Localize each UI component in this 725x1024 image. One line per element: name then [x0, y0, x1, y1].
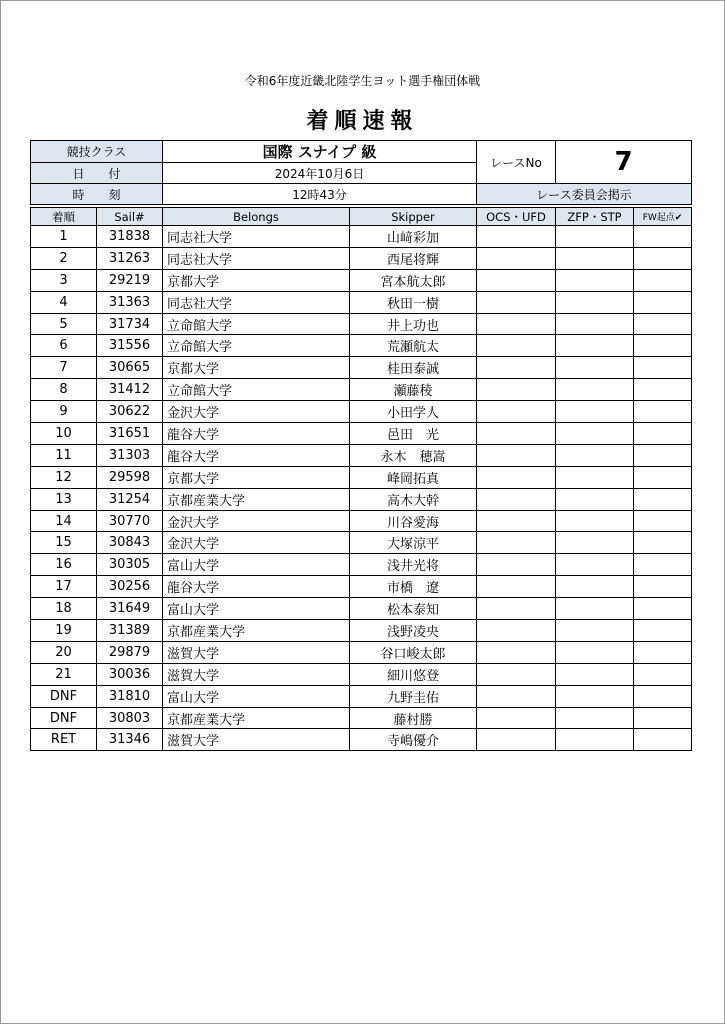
sail-number-cell: 29598: [97, 466, 163, 488]
zfp-stp-cell: [556, 423, 634, 445]
skipper-cell: 桂田泰誠: [350, 357, 477, 379]
table-row: [31, 729, 692, 751]
zfp-stp-cell: [556, 729, 634, 751]
table-row: [31, 357, 692, 379]
sail-number-cell: 31556: [97, 335, 163, 357]
ocs-ufd-cell: [477, 444, 556, 466]
skipper-cell: 高木大幹: [350, 488, 477, 510]
ocs-ufd-cell: [477, 466, 556, 488]
fw-check-cell: [634, 707, 692, 729]
belongs-cell: 龍谷大学: [163, 423, 350, 445]
fw-check-cell: [634, 554, 692, 576]
table-row: [31, 488, 692, 510]
ocs-ufd-cell: [477, 576, 556, 598]
belongs-cell: 立命館大学: [163, 379, 350, 401]
belongs-cell: 富山大学: [163, 685, 350, 707]
fw-check-cell: [634, 663, 692, 685]
zfp-stp-cell: [556, 576, 634, 598]
fw-check-cell: [634, 729, 692, 751]
fw-check-cell: [634, 532, 692, 554]
rank-cell: 10: [31, 423, 97, 445]
fw-check-cell: [634, 247, 692, 269]
page-title: 着順速報: [306, 109, 419, 134]
table-row: [31, 291, 692, 313]
ocs-ufd-cell: [477, 291, 556, 313]
table-row: [31, 620, 692, 642]
belongs-cell: 滋賀大学: [163, 729, 350, 751]
belongs-cell: 京都大学: [163, 466, 350, 488]
zfp-stp-cell: [556, 510, 634, 532]
rank-cell: 14: [31, 510, 97, 532]
rank-cell: 21: [31, 663, 97, 685]
zfp-stp-cell: [556, 554, 634, 576]
table-row: [31, 532, 692, 554]
belongs-cell: 同志社大学: [163, 247, 350, 269]
table-row: [31, 247, 692, 269]
skipper-cell: 秋田一樹: [350, 291, 477, 313]
zfp-stp-cell: [556, 532, 634, 554]
rank-cell: 17: [31, 576, 97, 598]
sail-number-cell: 31254: [97, 488, 163, 510]
time-value: 12時43分: [163, 184, 477, 205]
rank-cell: 3: [31, 269, 97, 291]
ocs-ufd-cell: [477, 729, 556, 751]
class-value: 国際 スナイプ 級: [163, 141, 477, 163]
zfp-stp-cell: [556, 663, 634, 685]
table-row: [31, 598, 692, 620]
rank-cell: 7: [31, 357, 97, 379]
table-row: [31, 554, 692, 576]
table-row: [31, 576, 692, 598]
class-label: 競技クラス: [31, 141, 163, 163]
ocs-ufd-cell: [477, 554, 556, 576]
fw-check-cell: [634, 641, 692, 663]
belongs-cell: 京都産業大学: [163, 620, 350, 642]
ocs-ufd-cell: [477, 663, 556, 685]
sail-number-cell: 31734: [97, 313, 163, 335]
belongs-cell: 立命館大学: [163, 335, 350, 357]
zfp-stp-cell: [556, 357, 634, 379]
ocs-ufd-cell: [477, 685, 556, 707]
skipper-cell: 小田学人: [350, 401, 477, 423]
zfp-stp-cell: [556, 269, 634, 291]
ocs-ufd-cell: [477, 707, 556, 729]
zfp-stp-cell: [556, 335, 634, 357]
sail-number-cell: 31649: [97, 598, 163, 620]
table-row: [31, 510, 692, 532]
fw-check-cell: [634, 357, 692, 379]
sail-number-cell: 31363: [97, 291, 163, 313]
skipper-cell: 浅井光将: [350, 554, 477, 576]
belongs-cell: 金沢大学: [163, 510, 350, 532]
rank-cell: 13: [31, 488, 97, 510]
skipper-cell: 大塚涼平: [350, 532, 477, 554]
race-no-value: 7: [556, 141, 692, 184]
column-header-rank: 着順: [31, 208, 97, 226]
skipper-cell: 永木 穂嵩: [350, 444, 477, 466]
table-row: [31, 226, 692, 248]
zfp-stp-cell: [556, 291, 634, 313]
skipper-cell: 藤村勝: [350, 707, 477, 729]
sail-number-cell: 30665: [97, 357, 163, 379]
sail-number-cell: 31389: [97, 620, 163, 642]
zfp-stp-cell: [556, 598, 634, 620]
belongs-cell: 京都産業大学: [163, 707, 350, 729]
rank-cell: 18: [31, 598, 97, 620]
sail-number-cell: 30256: [97, 576, 163, 598]
table-row: [31, 401, 692, 423]
ocs-ufd-cell: [477, 247, 556, 269]
rank-cell: 12: [31, 466, 97, 488]
zfp-stp-cell: [556, 488, 634, 510]
zfp-stp-cell: [556, 641, 634, 663]
sail-number-cell: 30803: [97, 707, 163, 729]
sail-number-cell: 30843: [97, 532, 163, 554]
zfp-stp-cell: [556, 444, 634, 466]
results-table: [30, 207, 692, 751]
fw-check-cell: [634, 226, 692, 248]
zfp-stp-cell: [556, 466, 634, 488]
fw-check-cell: [634, 620, 692, 642]
ocs-ufd-cell: [477, 510, 556, 532]
rank-cell: 5: [31, 313, 97, 335]
ocs-ufd-cell: [477, 488, 556, 510]
belongs-cell: 滋賀大学: [163, 641, 350, 663]
fw-check-cell: [634, 379, 692, 401]
sail-number-cell: 30305: [97, 554, 163, 576]
skipper-cell: 寺嶋優介: [350, 729, 477, 751]
belongs-cell: 立命館大学: [163, 313, 350, 335]
sail-number-cell: 31346: [97, 729, 163, 751]
skipper-cell: 九野圭佑: [350, 685, 477, 707]
fw-check-cell: [634, 685, 692, 707]
sail-number-cell: 29879: [97, 641, 163, 663]
table-row: [31, 423, 692, 445]
sail-number-cell: 31810: [97, 685, 163, 707]
rank-cell: 16: [31, 554, 97, 576]
zfp-stp-cell: [556, 707, 634, 729]
table-row: [31, 269, 692, 291]
zfp-stp-cell: [556, 226, 634, 248]
skipper-cell: 浅野凌央: [350, 620, 477, 642]
fw-check-cell: [634, 510, 692, 532]
rank-cell: 8: [31, 379, 97, 401]
belongs-cell: 金沢大学: [163, 532, 350, 554]
fw-check-cell: [634, 269, 692, 291]
fw-check-cell: [634, 598, 692, 620]
belongs-cell: 同志社大学: [163, 226, 350, 248]
fw-check-cell: [634, 488, 692, 510]
skipper-cell: 西尾将輝: [350, 247, 477, 269]
skipper-cell: 松本泰知: [350, 598, 477, 620]
skipper-cell: 井上功也: [350, 313, 477, 335]
skipper-cell: 邑田 光: [350, 423, 477, 445]
skipper-cell: 瀬藤稜: [350, 379, 477, 401]
belongs-cell: 京都大学: [163, 357, 350, 379]
rank-cell: 11: [31, 444, 97, 466]
fw-check-cell: [634, 313, 692, 335]
event-subtitle: 令和6年度近畿北陸学生ヨット選手権団体戦: [244, 74, 481, 88]
ocs-ufd-cell: [477, 620, 556, 642]
sail-number-cell: 31303: [97, 444, 163, 466]
table-row: [31, 335, 692, 357]
sail-number-cell: 30036: [97, 663, 163, 685]
committee-label: レース委員会掲示: [477, 184, 692, 205]
rank-cell: 2: [31, 247, 97, 269]
rank-cell: 4: [31, 291, 97, 313]
sail-number-cell: 30622: [97, 401, 163, 423]
sail-number-cell: 31651: [97, 423, 163, 445]
column-header-row: [31, 208, 692, 226]
zfp-stp-cell: [556, 620, 634, 642]
table-row: [31, 641, 692, 663]
ocs-ufd-cell: [477, 335, 556, 357]
race-info-table: [30, 140, 692, 205]
fw-check-cell: [634, 466, 692, 488]
belongs-cell: 富山大学: [163, 554, 350, 576]
column-header-belongs: Belongs: [163, 208, 350, 226]
ocs-ufd-cell: [477, 423, 556, 445]
table-row: [31, 313, 692, 335]
ocs-ufd-cell: [477, 313, 556, 335]
column-header-sail: Sail#: [97, 208, 163, 226]
table-row: [31, 663, 692, 685]
rank-cell: DNF: [31, 707, 97, 729]
ocs-ufd-cell: [477, 357, 556, 379]
sail-number-cell: 31412: [97, 379, 163, 401]
table-row: [31, 444, 692, 466]
skipper-cell: 山﨑彩加: [350, 226, 477, 248]
skipper-cell: 市橋 遼: [350, 576, 477, 598]
race-no-label: レースNo: [477, 141, 556, 184]
belongs-cell: 同志社大学: [163, 291, 350, 313]
rank-cell: 1: [31, 226, 97, 248]
ocs-ufd-cell: [477, 532, 556, 554]
table-row: [31, 466, 692, 488]
belongs-cell: 龍谷大学: [163, 444, 350, 466]
zfp-stp-cell: [556, 401, 634, 423]
ocs-ufd-cell: [477, 379, 556, 401]
zfp-stp-cell: [556, 313, 634, 335]
column-header-ocs-ufd: OCS・UFD: [477, 208, 556, 226]
rank-cell: 6: [31, 335, 97, 357]
belongs-cell: 金沢大学: [163, 401, 350, 423]
belongs-cell: 滋賀大学: [163, 663, 350, 685]
zfp-stp-cell: [556, 379, 634, 401]
zfp-stp-cell: [556, 685, 634, 707]
skipper-cell: 峰岡拓真: [350, 466, 477, 488]
skipper-cell: 谷口峻太郎: [350, 641, 477, 663]
table-row: [31, 379, 692, 401]
ocs-ufd-cell: [477, 598, 556, 620]
ocs-ufd-cell: [477, 269, 556, 291]
ocs-ufd-cell: [477, 401, 556, 423]
rank-cell: RET: [31, 729, 97, 751]
fw-check-cell: [634, 423, 692, 445]
fw-check-cell: [634, 444, 692, 466]
rank-cell: 20: [31, 641, 97, 663]
belongs-cell: 京都産業大学: [163, 488, 350, 510]
rank-cell: 15: [31, 532, 97, 554]
column-header-skipper: Skipper: [350, 208, 477, 226]
skipper-cell: 宮本航太郎: [350, 269, 477, 291]
skipper-cell: 荒瀬航太: [350, 335, 477, 357]
ocs-ufd-cell: [477, 641, 556, 663]
zfp-stp-cell: [556, 247, 634, 269]
rank-cell: DNF: [31, 685, 97, 707]
skipper-cell: 細川悠登: [350, 663, 477, 685]
rank-cell: 9: [31, 401, 97, 423]
column-header-fw-check: FW起点✔: [634, 208, 692, 226]
table-row: [31, 685, 692, 707]
rank-cell: 19: [31, 620, 97, 642]
belongs-cell: 京都大学: [163, 269, 350, 291]
belongs-cell: 龍谷大学: [163, 576, 350, 598]
fw-check-cell: [634, 576, 692, 598]
fw-check-cell: [634, 401, 692, 423]
belongs-cell: 富山大学: [163, 598, 350, 620]
sail-number-cell: 30770: [97, 510, 163, 532]
date-label: 日 付: [31, 163, 163, 184]
sail-number-cell: 29219: [97, 269, 163, 291]
table-row: [31, 707, 692, 729]
fw-check-cell: [634, 291, 692, 313]
fw-check-cell: [634, 335, 692, 357]
ocs-ufd-cell: [477, 226, 556, 248]
skipper-cell: 川谷愛海: [350, 510, 477, 532]
time-label: 時 刻: [31, 184, 163, 205]
sail-number-cell: 31263: [97, 247, 163, 269]
sail-number-cell: 31838: [97, 226, 163, 248]
column-header-zfp-stp: ZFP・STP: [556, 208, 634, 226]
date-value: 2024年10月6日: [163, 163, 477, 184]
